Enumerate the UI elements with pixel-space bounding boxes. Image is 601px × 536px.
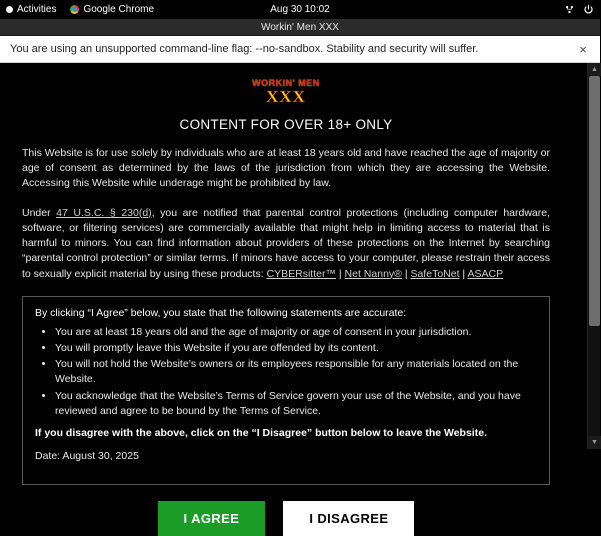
disagree-note: If you disagree with the above, click on the “I Disagree” button below to leave the Website. (35, 427, 487, 440)
site-logo (22, 73, 550, 111)
sep-3: | (459, 267, 468, 280)
agreement-date: Date: August 30, 2025 (35, 449, 139, 462)
list-item: • You will promptly leave this Website if you are offended by its content. (55, 341, 537, 356)
age-gate-buttons (22, 501, 550, 536)
agree-button[interactable]: I AGREE (158, 501, 266, 536)
chrome-app-menu[interactable] (70, 4, 154, 15)
logo-main-text: XXX (266, 87, 306, 106)
page-content (0, 63, 600, 527)
paragraph2-post: , you are notified that parental control protections (including computer hardware, software, or filtering services) are commercially available that might help in limiting access to material that is harmful to minors. You can find information about providers of these protections on the Internet by searching “parental control protection” or similar terms. If minors have access to your computer, please restrain their access to sexually explicit material by using these products: (22, 206, 551, 280)
list-item: • You will not hold the Website’s owners or its employees responsible for any materials located on the Website. (55, 357, 537, 387)
power-icon[interactable] (583, 4, 594, 15)
chrome-icon (70, 5, 79, 14)
system-top-bar (0, 0, 600, 19)
scroll-up-icon[interactable]: ▲ (588, 63, 601, 76)
unsupported-flag-infobar (0, 36, 600, 63)
age-paragraph: This Website is for use solely by individuals who are at least 18 years old and have reached the age of majority or age of consent as determined by the laws of the jurisdiction from which they are accessing the Website. Accessing this Website while underage might be prohibited by law. (22, 147, 550, 190)
activities-button[interactable] (6, 4, 56, 15)
scrollbar-thumb[interactable] (589, 76, 600, 326)
sep-1: | (335, 267, 345, 280)
list-item: • You are at least 18 years old and the age of majority or age of consent in your jurisdiction. (55, 325, 537, 340)
agreement-bullet-list (35, 325, 537, 419)
netnanny-link[interactable]: Net Nanny® (344, 267, 402, 280)
clock[interactable]: Aug 30 10:02 (270, 4, 330, 15)
close-icon[interactable]: × (579, 41, 587, 57)
safetonet-link[interactable]: SafeToNet (410, 267, 460, 280)
list-item: • You acknowledge that the Website’s Terms of Service govern your use of the Website, and you have reviewed and agree to be bound by the Terms of Service. (55, 389, 537, 419)
activities-label: Activities (17, 4, 57, 15)
disagree-button[interactable]: I DISAGREE (283, 501, 414, 536)
scroll-down-icon[interactable]: ▼ (588, 436, 601, 449)
agreement-box (22, 296, 550, 485)
activities-dot-icon (6, 6, 13, 13)
sep-2: | (401, 267, 411, 280)
infobar-message: You are using an unsupported command-line flag: --no-sandbox. Stability and security will suffer. (10, 43, 479, 55)
window-title-bar (0, 19, 600, 36)
page-title: CONTENT FOR OVER 18+ ONLY (179, 117, 393, 132)
age-gate (0, 63, 572, 536)
top-bar-right[interactable] (564, 4, 594, 15)
logo-top-text: WORKIN' MEN (252, 78, 320, 88)
chrome-app-label: Google Chrome (83, 4, 155, 15)
parental-control-paragraph (22, 206, 550, 282)
page-scrollbar[interactable] (587, 63, 600, 449)
paragraph2-pre: Under (22, 206, 57, 219)
window-title: Workin' Men XXX (261, 21, 339, 33)
logo-graphic (252, 79, 320, 105)
agreement-lead: By clicking “I Agree” below, you state that the following statements are accurate: (35, 306, 407, 319)
network-icon[interactable] (564, 4, 575, 15)
top-bar-left (6, 4, 154, 15)
cybersitter-link[interactable]: CYBERsitter™ (266, 267, 336, 280)
asacp-link[interactable]: ASACP (467, 267, 504, 280)
usc-230d-link[interactable]: 47 U.S.C. § 230(d) (56, 206, 152, 219)
